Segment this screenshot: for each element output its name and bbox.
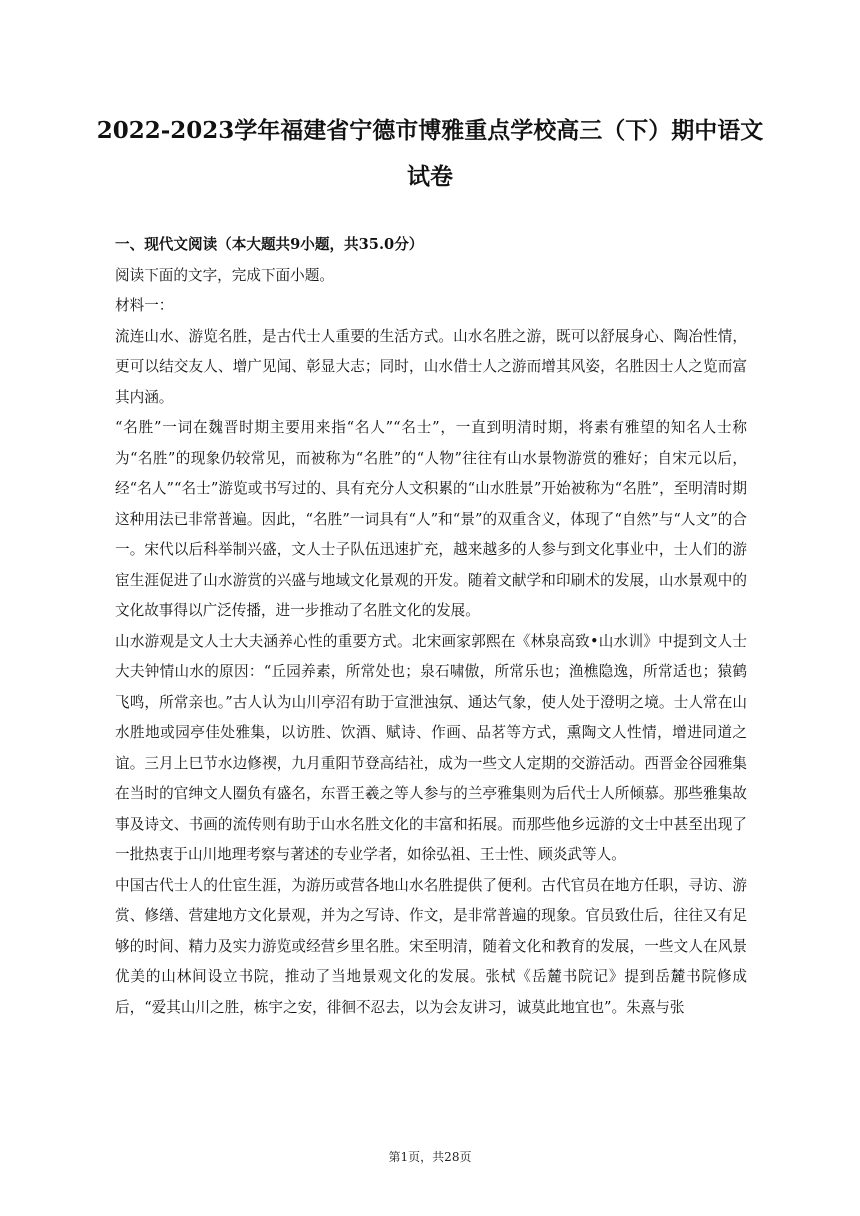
body-paragraph: 流连山水、游览名胜，是古代士人重要的生活方式。山水名胜之游，既可以舒展身心、陶冶性情，更可以结交友人、增广见闻、彰显大志；同时，山水借士人之游而增其风姿，名胜因士人之览而富其内涵。 bbox=[115, 327, 747, 406]
section-heading: 一、现代文阅读（本大题共9小题，共35.0分） bbox=[115, 236, 424, 253]
document-title: 2022-2023学年福建省宁德市博雅重点学校高三（下）期中语文试卷 bbox=[96, 117, 764, 190]
body-paragraph: “名胜”一词在魏晋时期主要用来指“名人”“名士”，一直到明清时期，将素有雅望的知名人士称为“名胜”的现象仍较常见，而被称为“名胜”的“人物”往往有山水景物游赏的雅好；自宋元以后，经“名人”“名士”游览或书写过的、具有充分人文积累的“山水胜景”开始被称为“名胜”，至明清时期这种用法已非常普遍。因此，“名胜”一词具有“人”和“景”的双重含义，体现了“自然”与“人文”的合一。宋代以后科举制兴盛，文人士子队伍迅速扩充，越来越多的人参与到文化事业中，士人们的游宦生涯促进了山水游赏的兴盛与地域文化景观的开发。随着文献学和印刷术的发展，山水景观中的文化故事得以广泛传播，进一步推动了名胜文化的发展。 bbox=[115, 419, 747, 619]
instruction-text: 阅读下面的文字，完成下面小题。 bbox=[115, 266, 334, 284]
document-body bbox=[115, 230, 747, 1023]
body-paragraph: 山水游观是文人士大夫涵养心性的重要方式。北宋画家郭熙在《林泉高致•山水训》中提到文人士大夫钟情山水的原因：“丘园养素，所常处也；泉石啸傲，所常乐也；渔樵隐逸，所常适也；猿鹤飞鸣，所常亲也。”古人认为山川亭沼有助于宣泄浊氛、通达气象，使人处于澄明之境。士人常在山水胜地或园亭佳处雅集，以访胜、饮酒、赋诗、作画、品茗等方式，熏陶文人性情，增进同道之谊。三月上巳节水边修禊，九月重阳节登高结社，成为一些文人定期的交游活动。西晋金谷园雅集在当时的官绅文人圈负有盛名，东晋王羲之等人参与的兰亭雅集则为后代士人所倾慕。那些雅集故事及诗文、书画的流传则有助于山水名胜文化的丰富和拓展。而那些他乡远游的文士中甚至出现了一批热衷于山川地理考察与著述的专业学者，如徐弘祖、王士性、顾炎武等人。 bbox=[115, 632, 747, 863]
page-footer: 第1页，共28页 bbox=[388, 1150, 472, 1164]
material-label: 材料一： bbox=[115, 297, 174, 314]
body-paragraph: 中国古代士人的仕宦生涯，为游历或营各地山水名胜提供了便利。古代官员在地方任职，寻访、游赏、修缮、营建地方文化景观，并为之写诗、作文，是非常普遍的现象。官员致仕后，往往又有足够的时间、精力及实力游览或经营乡里名胜。宋至明清，随着文化和教育的发展，一些文人在风景优美的山林间设立书院，推动了当地景观文化的发展。张栻《岳麓书院记》提到岳麓书院修成后，“爱其山川之胜，栋宇之安，徘徊不忍去，以为会友讲习，诚莫此地宜也”。朱熹与张 bbox=[115, 876, 747, 1016]
